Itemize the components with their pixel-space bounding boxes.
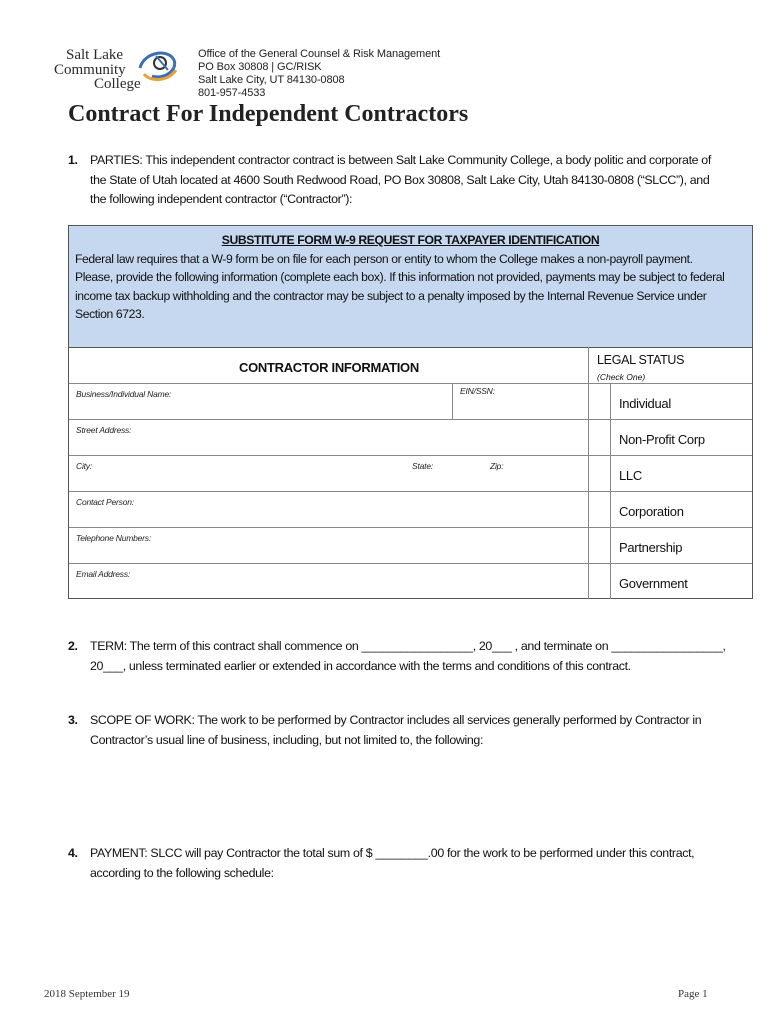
divider: [69, 383, 752, 384]
section-text: TERM: The term of this contract shall commence on _________________, 20___ , and terminate on _________________, 20___, unless terminated earlier or extended in accordance with the terms and conditions of this contract.: [90, 639, 726, 673]
section-scope: [68, 711, 728, 750]
status-llc: LLC: [619, 468, 642, 483]
w9-notice: [69, 226, 752, 348]
divider: [69, 527, 752, 528]
section-number: 3.: [68, 713, 78, 727]
checkbox-individual[interactable]: [588, 383, 610, 419]
state-field[interactable]: State:: [412, 461, 434, 471]
status-corporation: Corporation: [619, 504, 684, 519]
section-term: [68, 637, 728, 676]
logo-line-3: College: [94, 76, 141, 92]
swirl-emblem-icon: [134, 46, 182, 86]
divider: [69, 563, 752, 564]
checkbox-government[interactable]: [588, 563, 610, 599]
contact-person-field[interactable]: Contact Person:: [76, 497, 134, 507]
document-title: Contract For Independent Contractors: [68, 101, 469, 127]
section-parties: [68, 151, 728, 210]
logo-line-1: Salt Lake: [66, 47, 124, 63]
section-text: PAYMENT: SLCC will pay Contractor the total sum of $ ________.00 for the work to be performed under this contract, according to the following schedule:: [90, 846, 695, 880]
section-number: 1.: [68, 153, 78, 167]
w9-paragraph-1: Federal law requires that a W-9 form be on file for each person or entity to whom the College makes a non-payroll payment.: [75, 251, 693, 266]
divider: [69, 419, 752, 420]
footer-page-number: Page 1: [678, 988, 708, 1000]
address-line: Office of the General Counsel & Risk Management: [198, 48, 441, 60]
section-number: 4.: [68, 846, 78, 860]
business-name-field[interactable]: Business/Individual Name:: [76, 389, 172, 399]
section-number: 2.: [68, 639, 78, 653]
ein-ssn-field[interactable]: EIN/SSN:: [460, 386, 495, 396]
address-line: 801-957-4533: [198, 87, 266, 99]
city-field[interactable]: City:: [76, 461, 93, 471]
divider: [69, 491, 752, 492]
status-partnership: Partnership: [619, 540, 683, 555]
status-individual: Individual: [619, 396, 671, 411]
status-government: Government: [619, 576, 688, 591]
logo-line-2: Community: [54, 62, 126, 78]
section-text: SCOPE OF WORK: The work to be performed by Contractor includes all services generally performed by Contractor in Contractor’s usual line of business, including, but not limited to, the following:: [90, 713, 702, 747]
checkbox-non-profit-corp[interactable]: [588, 419, 610, 455]
email-field[interactable]: Email Address:: [76, 569, 131, 579]
divider: [69, 455, 752, 456]
w9-paragraph-2: Please, provide the following information (complete each box). If this information not provided, payments may be subject to federal income tax backup withholding and the contractor may be subject to a penalty imposed by the Internal Revenue Service under Section 6723.: [75, 270, 725, 321]
footer-date: 2018 September 19: [44, 988, 130, 1000]
legal-status-subtitle: (Check One): [597, 372, 646, 382]
w9-title: SUBSTITUTE FORM W-9 REQUEST FOR TAXPAYER IDENTIFICATION: [221, 233, 600, 247]
w9-form: [68, 225, 753, 599]
college-logo: [54, 46, 184, 94]
checkbox-corporation[interactable]: [588, 491, 610, 527]
checkbox-llc[interactable]: [588, 455, 610, 491]
contractor-info-title: CONTRACTOR INFORMATION: [239, 360, 419, 375]
checkbox-partnership[interactable]: [588, 527, 610, 563]
address-line: PO Box 30808 | GC/RISK: [198, 61, 322, 73]
section-payment: [68, 844, 728, 883]
section-text: PARTIES: This independent contractor contract is between Salt Lake Community College, a body politic and corporate of the State of Utah located at 4600 South Redwood Road, PO Box 30808, Salt Lake City, Utah 84130-0808 (“SLCC”), and the following independent contractor (“Contractor”):: [90, 153, 711, 206]
telephone-field[interactable]: Telephone Numbers:: [76, 533, 151, 543]
divider: [452, 383, 453, 419]
zip-field[interactable]: Zip:: [490, 461, 504, 471]
legal-status-title: LEGAL STATUS: [597, 353, 685, 367]
office-address: [198, 48, 440, 100]
street-address-field[interactable]: Street Address:: [76, 425, 132, 435]
status-non-profit-corp: Non-Profit Corp: [619, 432, 705, 447]
address-line: Salt Lake City, UT 84130-0808: [198, 74, 345, 86]
